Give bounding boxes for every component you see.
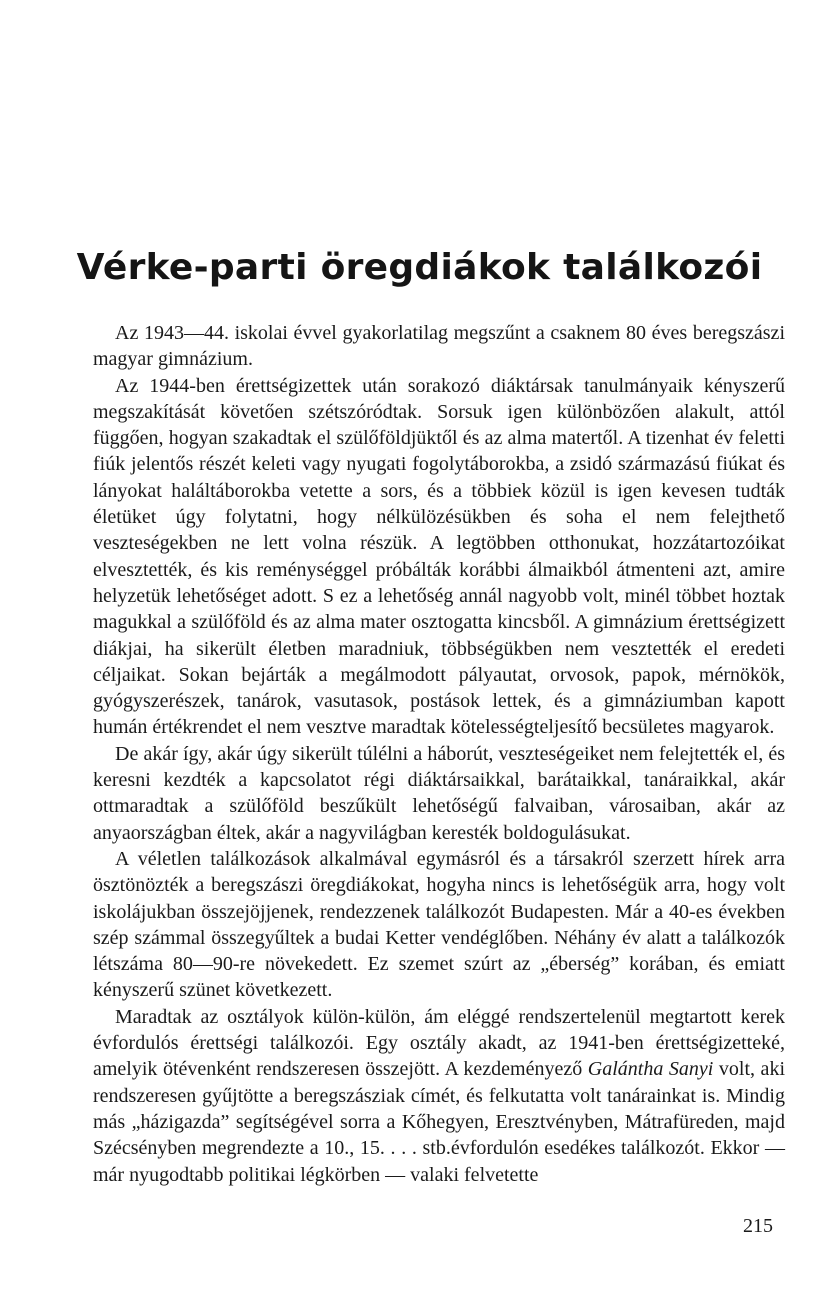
- person-name: Galántha Sanyi: [587, 1058, 714, 1081]
- paragraph-1: Az 1943—44. iskolai évvel gyakorlatilag megszűnt a csaknem 80 éves beregszászi magyar gimnázium.: [93, 322, 785, 371]
- paragraph-2: Az 1944-ben érettségizettek után sorakozó diáktársak tanulmányaik kényszerű megszakítását követően szétszóródtak. Sorsuk igen különbözően alakult, attól függően, hogyan szakadtak el szülőföldjüktől és az alma matertől. A tizenhat év feletti fiúk jelentős részét keleti vagy nyugati fogolytáborokba, a zsidó származású fiúkat és lányokat haláltáborokba vetette a sors, és a többiek közül is igen kevesen tudták életüket úgy folytatni, hogy nélkülözésükben és soha el nem felejthető veszteségekben ne lett volna részük. A legtöbben otthonukat, hozzátartozóikat elvesztették, és kis reménységgel próbálták korábbi álmaikból átmenteni azt, amire helyzetük lehetőséget adott. S ez a lehetőség annál nagyobb volt, minél többet hoztak magukkal a szülőföld és az alma mater osztogatta kincsből. A gimnázium érettségizett diákjai, ha sikerült életben maradniuk, többségükben nem vesztették el eredeti céljaikat. Sokan bejárták a megálmodott pályautat, orvosok, papok, mérnökök, gyógyszerészek, tanárok, vasutasok, postások lettek, és a gimnáziumban kapott humán értékrendet el nem vesztve maradtak kötelességteljesítő becsületes magyarok.: [93, 374, 785, 739]
- paragraph-5-start: Maradtak az osztályok külön-külön, ám eléggé rendszertelenül megtartott kerek évfordulós érettségi találkozói. Egy osztály akadt, az 1941-ben érettségizetteké, amelyik ötévenként rendszeresen összejött. A kezdeményező: [93, 1005, 785, 1081]
- chapter-title: Vérke-parti öregdiákok találkozói: [76, 247, 763, 288]
- paragraph-5-end: volt, aki rendszeresen gyűjtötte a beregszásziak címét, és felkutatta volt tanárainkat is. Mindig más „házigazda” segítségével sorra a Kőhegyen, Eresztvényben, Mátrafüreden, majd Szécsényben megrendezte a 10., 15. . . . stb.évfordulón esedékes találkozót. Ekkor — már nyugodtabb politikai légkörben — valaki felvetette: [93, 1058, 785, 1186]
- page-number: 215: [743, 1215, 773, 1237]
- paragraph-3: De akár így, akár úgy sikerült túlélni a háborút, veszteségeiket nem felejtették el, és keresni kezdték a kapcsolatot régi diáktársaikkal, barátaikkal, tanáraikkal, akár ottmaradtak a szülőföld beszűkült lehetőségű falvaiban, városaiban, akár az anyaországban éltek, akár a nagyvilágban keresték boldogulásukat.: [93, 742, 785, 844]
- body-text: [93, 320, 785, 1188]
- paragraph-5: [93, 1004, 785, 1188]
- paragraph-4: A véletlen találkozások alkalmával egymásról és a társakról szerzett hírek arra ösztönözték a beregszászi öregdiákokat, hogyha nincs is lehetőségük arra, hogy volt iskolájukban összejöjjenek, rendezzenek találkozót Budapesten. Már a 40-es években szép számmal összegyűltek a budai Ketter vendéglőben. Néhány év alatt a találkozók létszáma 80—90-re növekedett. Ez szemet szúrt az „éberség” korában, és emiatt kényszerű szünet következett.: [93, 847, 785, 1002]
